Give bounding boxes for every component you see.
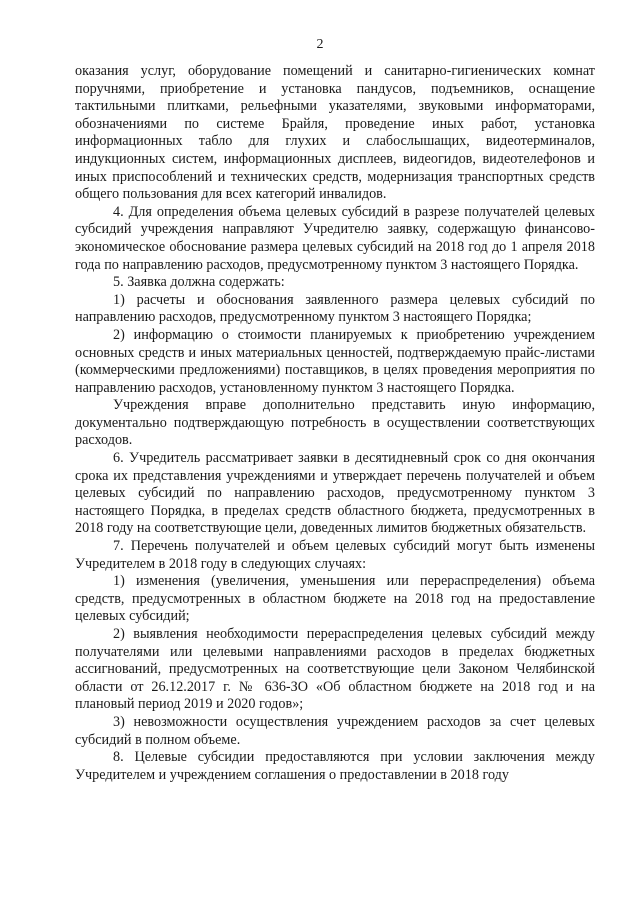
- paragraph-item-8: 8. Целевые субсидии предоставляются при условии заключения между Учредителем и учреждением соглашения о предоставлении в 2018 году: [75, 749, 595, 783]
- paragraph-item-6: 6. Учредитель рассматривает заявки в десятидневный срок со дня окончания срока их представления учреждениями и утверждает перечень получателей и объем целевых субсидий по направлению расходов, предусмотренному пунктом 3 настоящего Порядка, в пределах средств областного бюджета, предусмотренных в 2018 году на соответствующие цели, доведенных лимитов бюджетных обязательств.: [75, 450, 595, 537]
- paragraph-subitem-7-1: 1) изменения (увеличения, уменьшения или перераспределения) объема средств, предусмотренных в областном бюджете на 2018 год на предоставление целевых субсидий;: [75, 573, 595, 625]
- page-number: 2: [316, 37, 324, 52]
- paragraph-item-5: 5. Заявка должна содержать:: [113, 274, 285, 291]
- paragraph-additional-info: Учреждения вправе дополнительно представить иную информацию, документально подтверждающую потребность в осуществлении соответствующих расходов.: [75, 397, 595, 449]
- paragraph-subitem-7-3: 3) невозможности осуществления учреждением расходов за счет целевых субсидий в полном объеме.: [75, 713, 595, 748]
- paragraph-subitem-7-2: 2) выявления необходимости перераспределения целевых субсидий между получателями или целевыми направлениями расходов в пределах бюджетных ассигнований, предусмотренных на соответствующие цели Законом Челябинской области от 26.12.2017 г. № 636-ЗО «Об областном бюджете на 2018 год и на плановый период 2019 и 2020 годов»;: [75, 626, 595, 713]
- paragraph-subitem-5-2: 2) информацию о стоимости планируемых к приобретению учреждением основных средств и иных материальных ценностей, подтверждаемую прайс-листами (коммерческими предложениями) поставщиков, в целях проведения мероприятия по направлению расходов, установленному пунктом 3 настоящего Порядка.: [75, 326, 595, 396]
- paragraph-subitem-5-1: 1) расчеты и обоснования заявленного размера целевых субсидий по направлению расходов, предусмотренному пунктом 3 настоящего Порядка;: [75, 291, 595, 326]
- paragraph-item-7: 7. Перечень получателей и объем целевых субсидий могут быть изменены Учредителем в 2018 году в следующих случаях:: [75, 538, 595, 572]
- paragraph-item-4: 4. Для определения объема целевых субсидий в разрезе получателей целевых субсидий учреждения направляют Учредителю заявку, содержащую финансово-экономическое обоснование размера целевых субсидий на 2018 год до 1 апреля 2018 года по направлению расходов, предусмотренному пунктом 3 настоящего Порядка.: [75, 203, 595, 273]
- document-body: [75, 63, 595, 784]
- paragraph-continued: оказания услуг, оборудование помещений и санитарно-гигиенических комнат поручнями, приобретение и установка пандусов, подъемников, оснащение тактильными плитками, рельефными указателями, звуковыми информаторами, обозначениями по системе Брайля, проведение иных работ, установка информационных табло для глухих и слабослышащих, видеотерминалов, индукционных систем, информационных дисплеев, видеогидов, видеотелефонов и иных приспособлений и технических средств, модернизация транспортных средств общего пользования для всех категорий инвалидов.: [75, 63, 595, 203]
